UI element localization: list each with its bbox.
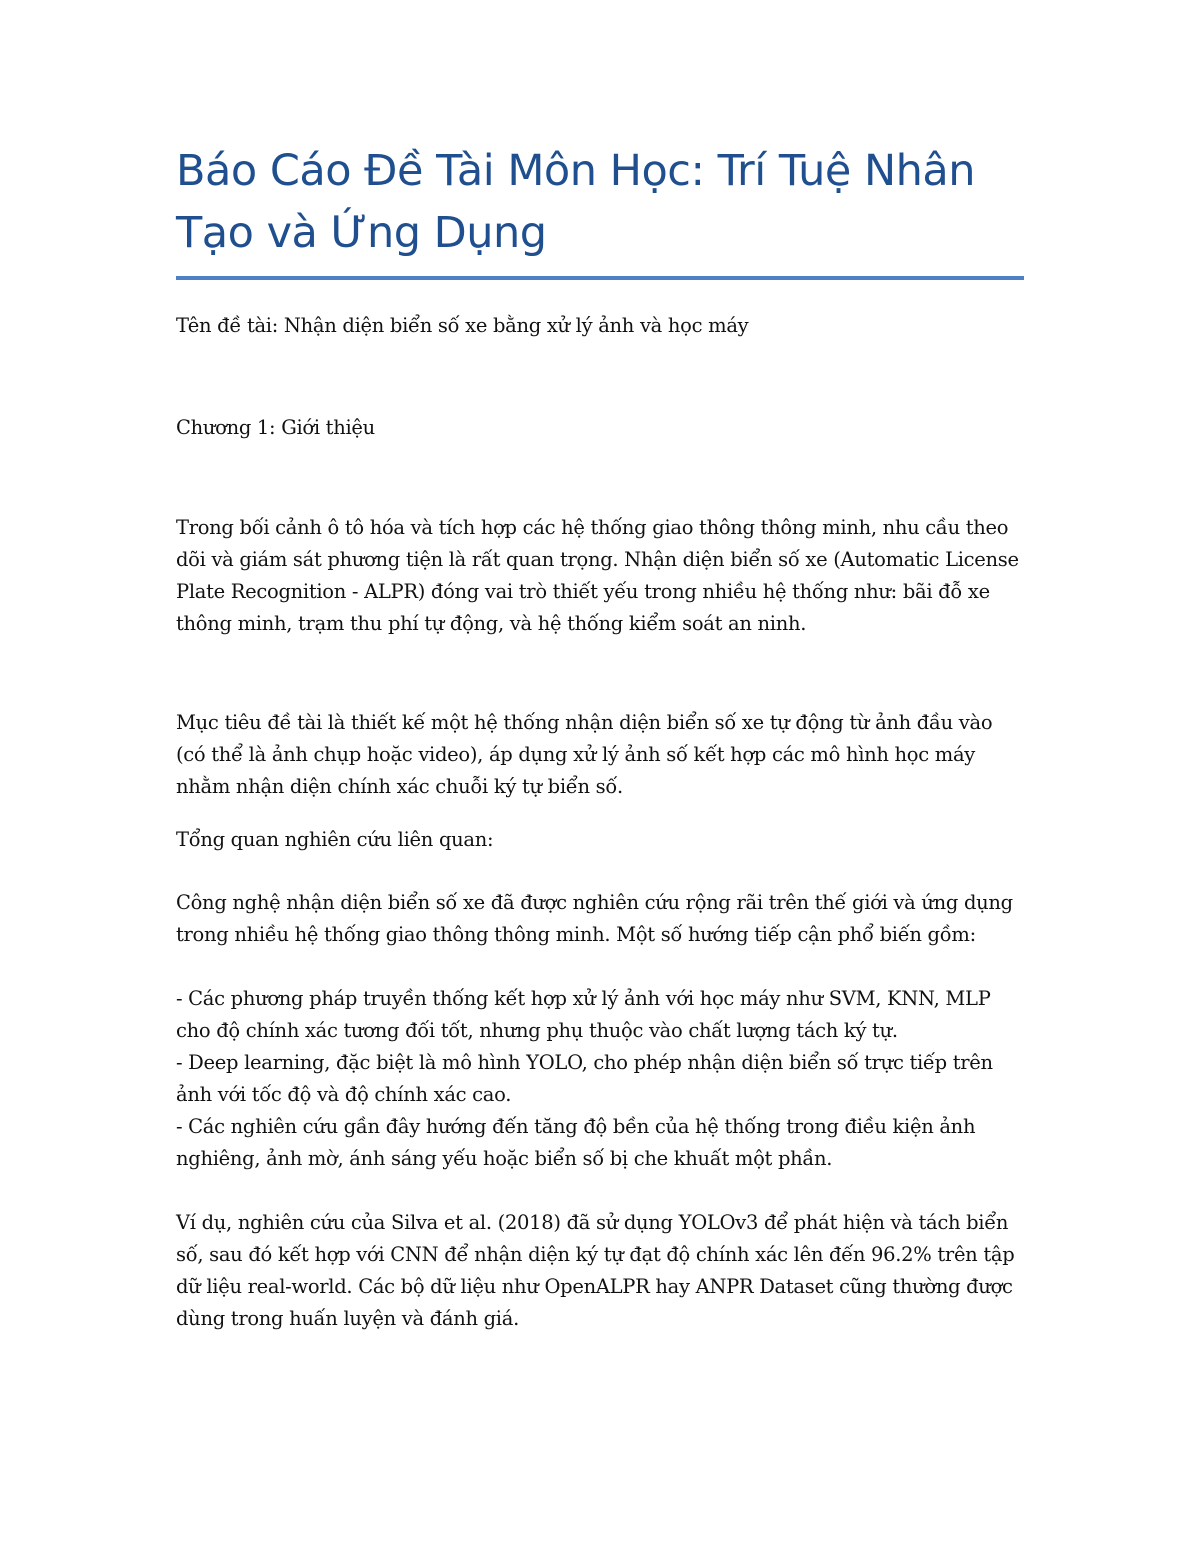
overview-heading: Tổng quan nghiên cứu liên quan: xyxy=(176,828,494,851)
intro-paragraph-2: Mục tiêu đề tài là thiết kế một hệ thống nhận diện biển số xe tự động từ ảnh đầu vào (có thể là ảnh chụp hoặc video), áp dụng xử lý ảnh số kết hợp các mô hình học máy nhằm nhận diện chính xác chuỗi ký tự biển số. xyxy=(176,711,993,798)
intro-paragraph-1: Trong bối cảnh ô tô hóa và tích hợp các hệ thống giao thông thông minh, nhu cầu theo dõi và giám sát phương tiện là rất quan trọng. Nhận diện biển số xe (Automatic License Plate Recognition - ALPR) đóng vai trò thiết yếu trong nhiều hệ thống như: bãi đỗ xe thông minh, trạm thu phí tự động, và hệ thống kiểm soát an ninh. xyxy=(176,516,1019,635)
chapter-heading: Chương 1: Giới thiệu xyxy=(176,416,375,439)
document-content xyxy=(176,140,1024,1335)
bullet-item-traditional: - Các phương pháp truyền thống kết hợp xử lý ảnh với học máy như SVM, KNN, MLP cho độ chính xác tương đối tốt, nhưng phụ thuộc vào chất lượng tách ký tự. xyxy=(176,987,991,1042)
approach-bullet-list xyxy=(176,983,1024,1175)
overview-intro-paragraph: Công nghệ nhận diện biển số xe đã được nghiên cứu rộng rãi trên thế giới và ứng dụng trong nhiều hệ thống giao thông thông minh. Một số hướng tiếp cận phổ biến gồm: xyxy=(176,891,1013,946)
bullet-item-deep-learning: - Deep learning, đặc biệt là mô hình YOLO, cho phép nhận diện biển số trực tiếp trên ảnh với tốc độ và độ chính xác cao. xyxy=(176,1051,993,1106)
example-paragraph: Ví dụ, nghiên cứu của Silva et al. (2018) đã sử dụng YOLOv3 để phát hiện và tách biển số, sau đó kết hợp với CNN để nhận diện ký tự đạt độ chính xác lên đến 96.2% trên tập dữ liệu real-world. Các bộ dữ liệu như OpenALPR hay ANPR Dataset cũng thường được dùng trong huấn luyện và đánh giá. xyxy=(176,1211,1015,1330)
title-underline-rule xyxy=(176,276,1024,280)
document-title: Báo Cáo Đề Tài Môn Học: Trí Tuệ Nhân Tạo và Ứng Dụng xyxy=(176,146,975,258)
bullet-item-robustness: - Các nghiên cứu gần đây hướng đến tăng độ bền của hệ thống trong điều kiện ảnh nghiêng, ảnh mờ, ánh sáng yếu hoặc biển số bị che khuất một phần. xyxy=(176,1115,976,1170)
topic-line: Tên đề tài: Nhận diện biển số xe bằng xử lý ảnh và học máy xyxy=(176,314,749,337)
